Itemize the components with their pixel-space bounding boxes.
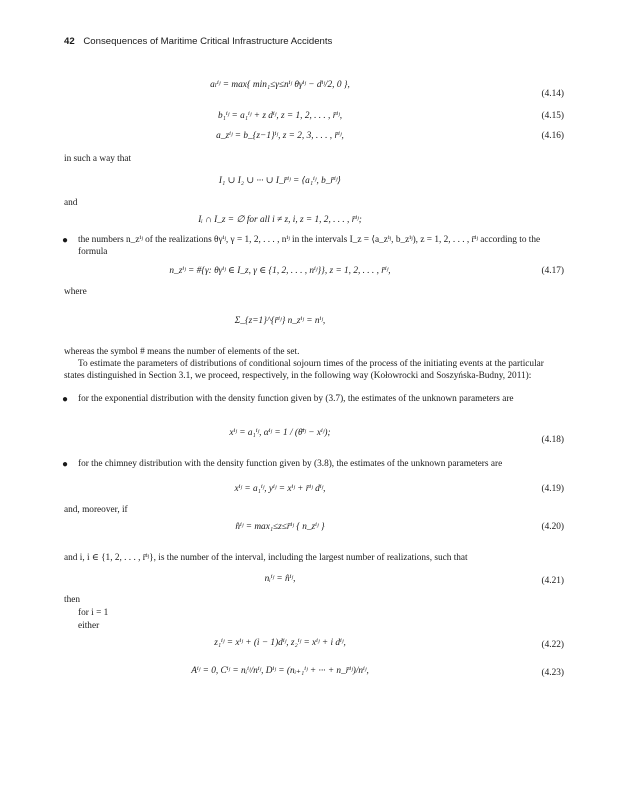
equation-union: I₁ ∪ I₂ ∪ ··· ∪ I_r̄ⁱʲ = ⟨a₁ⁱʲ, b_r̄ⁱʲ⟩ <box>218 176 342 186</box>
equation-4-20: n̂ⁱʲ = max₁≤z≤r̄ⁱʲ { n_zⁱʲ } <box>235 522 325 532</box>
equation-number: (4.14) <box>541 89 564 99</box>
bullet-text: for the chimney distribution with the density function given by (3.8), the estimates of the unknown parameters are <box>78 459 503 469</box>
equation-4-17: n_zⁱʲ = #{γ: θγⁱʲ ∈ I_z, γ ∈ {1, 2, . . . , nⁱʲ}}, z = 1, 2, . . . , r̄ⁱʲ, <box>169 266 391 276</box>
equation-4-16: a_zⁱʲ = b_{z−1}ⁱʲ, z = 2, 3, . . . , r̄ⁱʲ, <box>216 131 344 141</box>
bullet-marker: ● <box>62 235 69 246</box>
equation-number: (4.18) <box>541 435 564 445</box>
paragraph: and <box>64 198 78 208</box>
equation-number: (4.22) <box>541 640 564 650</box>
running-header <box>64 36 332 47</box>
equation-4-18: xⁱʲ = a₁ⁱʲ, αⁱʲ = 1 / (θ̄ⁱʲ − xⁱʲ); <box>229 428 331 438</box>
paragraph: and, moreover, if <box>64 505 128 515</box>
equation-number: (4.23) <box>541 668 564 678</box>
equation-number: (4.15) <box>541 111 564 121</box>
equation-number: (4.16) <box>541 131 564 141</box>
paragraph: either <box>78 621 100 631</box>
bullet-text: for the exponential distribution with the density function given by (3.7), the estimates of the unknown parameters are <box>78 394 514 404</box>
equation-4-14: aₗⁱʲ = max{ min₁≤γ≤nⁱʲ θγⁱʲ − dⁱʲ/2, 0 }, <box>210 80 350 90</box>
equation-number: (4.19) <box>541 484 564 494</box>
equation-number: (4.17) <box>541 266 564 276</box>
equation-number: (4.20) <box>541 522 564 532</box>
bullet-text: the numbers n_zⁱʲ of the realizations θγⁱʲ, γ = 1, 2, . . . , nⁱʲ in the intervals I_z = ⟨a_zⁱʲ, b_zⁱʲ), z = 1, 2, . . . , r̄ⁱʲ according to the formula <box>78 235 541 257</box>
paragraph: whereas the symbol # means the number of elements of the set. <box>64 347 300 357</box>
paragraph: in such a way that <box>64 154 132 164</box>
equation-4-19: xⁱʲ = a₁ⁱʲ, yⁱʲ = xⁱʲ + r̄ⁱʲ dⁱʲ, <box>234 484 326 494</box>
equation-4-23: Aⁱʲ = 0, Cⁱʲ = nᵢⁱʲ/nⁱʲ, Dⁱʲ = (nᵢ₊₁ⁱʲ + ··· + n_r̄ⁱʲ)/nⁱʲ, <box>191 666 369 676</box>
paragraph: then <box>64 595 81 605</box>
equation-4-15: b₁ⁱʲ = a₁ⁱʲ + z dⁱʲ, z = 1, 2, . . . , r̄ⁱʲ, <box>217 111 343 121</box>
equation-4-22: z₁ⁱʲ = xⁱʲ + (i − 1)dⁱʲ, z₂ⁱʲ = xⁱʲ + i dⁱʲ, <box>214 638 346 648</box>
bullet-marker: ● <box>62 394 69 405</box>
equation-sum: Σ_{z=1}^{r̄ⁱʲ} n_zⁱʲ = nⁱʲ, <box>234 316 326 326</box>
bullet-marker: ● <box>62 459 69 470</box>
equation-number: (4.21) <box>541 576 564 586</box>
equation-4-21: nᵢⁱʲ = n̂ⁱʲ, <box>264 574 296 584</box>
paragraph: where <box>64 287 87 297</box>
paragraph: for i = 1 <box>78 608 109 618</box>
paragraph: and i, i ∈ {1, 2, . . . , r̄ⁱʲ}, is the number of the interval, including the largest number of realizations, such that <box>64 553 468 563</box>
running-title: Consequences of Maritime Critical Infrastructure Accidents <box>83 36 333 47</box>
paragraph: To estimate the parameters of distributions of conditional sojourn times of the process of the initiating events at the particular states distinguished in Section 3.1, we proceed, respectively, in the following way (Kołowrocki and Soszyńska-Budny, 2011): <box>64 359 544 381</box>
page-number: 42 <box>64 36 75 47</box>
equation-intersection: Iᵢ ∩ I_z = ∅ for all i ≠ z, i, z = 1, 2, . . . , r̄ⁱʲ; <box>198 215 362 225</box>
